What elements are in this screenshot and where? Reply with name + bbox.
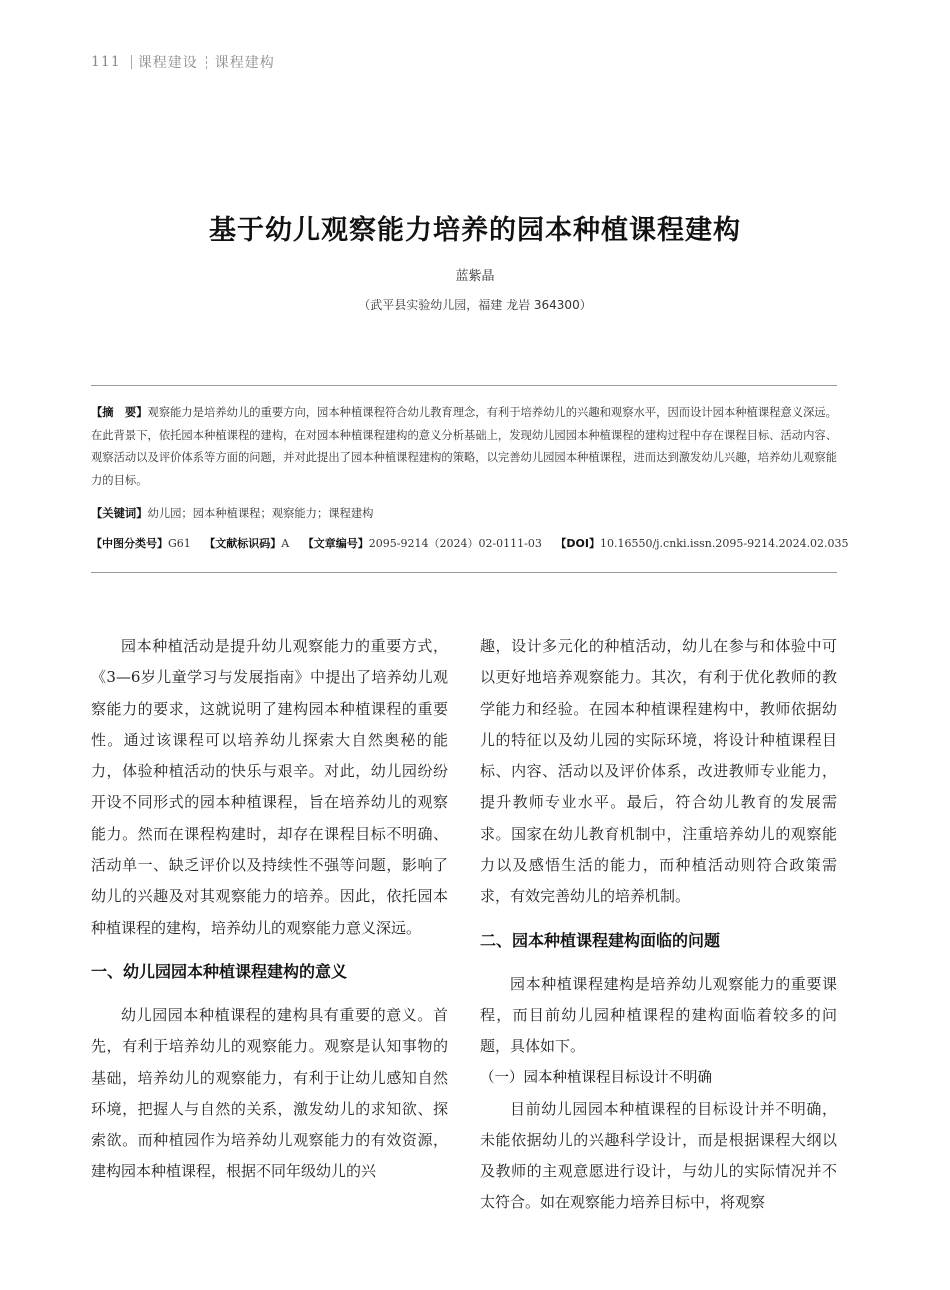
section1-paragraph: 幼儿园园本种植课程的建构具有重要的意义。首先，有利于培养幼儿的观察能力。观察是认知事物的基础，培养幼儿的观察能力，有利于让幼儿感知自然环境，把握人与自然的关系，激发幼儿的求知欲、探索欲。而种植园作为培养幼儿观察能力的有效资源，建构园本种植课程，根据不同年级幼儿的兴	[91, 1005, 448, 1181]
section-heading-2: 二、园本种植课程建构面临的问题	[480, 930, 721, 950]
doi-value: 10.16550/j.cnki.issn.2095-9214.2024.02.035	[599, 537, 849, 550]
clc-label: 【中图分类号】	[91, 537, 168, 550]
top-divider	[91, 385, 837, 386]
abstract	[91, 402, 837, 492]
article-affiliation: （武平县实验幼儿园，福建 龙岩 364300）	[358, 298, 592, 312]
article-no-label: 【文章编号】	[302, 537, 369, 550]
header-subsection: 课程建构	[214, 55, 275, 71]
page-number: 111	[91, 54, 121, 70]
section1-paragraph-continued: 趣，设计多元化的种植活动，幼儿在参与和体验中可以更好地培养观察能力。其次，有利于优化教师的教学能力和经验。在园本种植课程建构中，教师依据幼儿的特征以及幼儿园的实际环境，将设计种植课程目标、内容、活动以及评价体系，改进教师专业能力，提升教师专业水平。最后，符合幼儿教育的发展需求。国家在幼儿教育机制中，注重培养幼儿的观察能力以及感悟生活的能力，而种植活动则符合政策需求，有效完善幼儿的培养机制。	[480, 637, 837, 906]
abstract-text: 观察能力是培养幼儿的重要方向，园本种植课程符合幼儿教育理念，有利于培养幼儿的兴趣和观察水平，因而设计园本种植课程意义深远。在此背景下，依托园本种植课程的建构，在对园本种植课程建构的意义分析基础上，发现幼儿园园本种植课程的建构过程中存在课程目标、活动内容、观察活动以及评价体系等方面的问题，并对此提出了园本种植课程建构的策略，以完善幼儿园园本种植课程，进而达到激发幼儿兴趣，培养幼儿观察能力的目标。	[91, 406, 837, 487]
section2-paragraph: 园本种植课程建构是培养幼儿观察能力的重要课程，而目前幼儿园种植课程的建构面临着较多的问题，具体如下。	[480, 974, 837, 1056]
subsection-heading-1: （一）园本种植课程目标设计不明确	[480, 1069, 712, 1086]
subsection1-paragraph: 目前幼儿园园本种植课程的目标设计并不明确，未能依据幼儿的兴趣科学设计，而是根据课程大纲以及教师的主观意愿进行设计，与幼儿的实际情况并不太符合。如在观察能力培养目标中，将观察	[480, 1099, 837, 1212]
doi-label: 【DOI】	[555, 537, 600, 550]
keywords-label: 【关键词】	[91, 507, 148, 520]
intro-paragraph: 园本种植活动是提升幼儿观察能力的重要方式，《3—6岁儿童学习与发展指南》中提出了培养幼儿观察能力的要求，这就说明了建构园本种植课程的重要性。通过该课程可以培养幼儿探索大自然奥秘的能力，体验种植活动的快乐与艰辛。对此，幼儿园纷纷开设不同形式的园本种植课程，旨在培养幼儿的观察能力。然而在课程构建时，却存在课程目标不明确、活动单一、缺乏评价以及持续性不强等问题，影响了幼儿的兴趣及对其观察能力的培养。因此，依托园本种植课程的建构，培养幼儿的观察能力意义深远。	[91, 637, 448, 937]
header-section: 课程建设	[137, 55, 198, 71]
section-heading-1: 一、幼儿园园本种植课程建构的意义	[91, 961, 348, 981]
abstract-label: 【摘 要】	[91, 406, 148, 419]
keywords	[91, 505, 837, 521]
doc-code-value: A	[281, 537, 290, 550]
article-no-value: 2095-9214（2024）02-0111-03	[368, 537, 542, 550]
article-title: 基于幼儿观察能力培养的园本种植课程建构	[209, 215, 741, 246]
bottom-divider	[91, 572, 837, 573]
body-column-right	[480, 631, 837, 1219]
article-meta	[91, 535, 851, 551]
clc-value: G61	[168, 537, 191, 550]
header-divider-dashed	[206, 56, 207, 69]
header-divider	[131, 55, 132, 69]
running-header	[91, 52, 275, 72]
doc-code-label: 【文献标识码】	[204, 537, 282, 550]
body-column-left	[91, 631, 448, 1188]
article-author: 蓝紫晶	[455, 269, 495, 284]
keywords-text: 幼儿园；园本种植课程；观察能力；课程建构	[147, 507, 374, 520]
